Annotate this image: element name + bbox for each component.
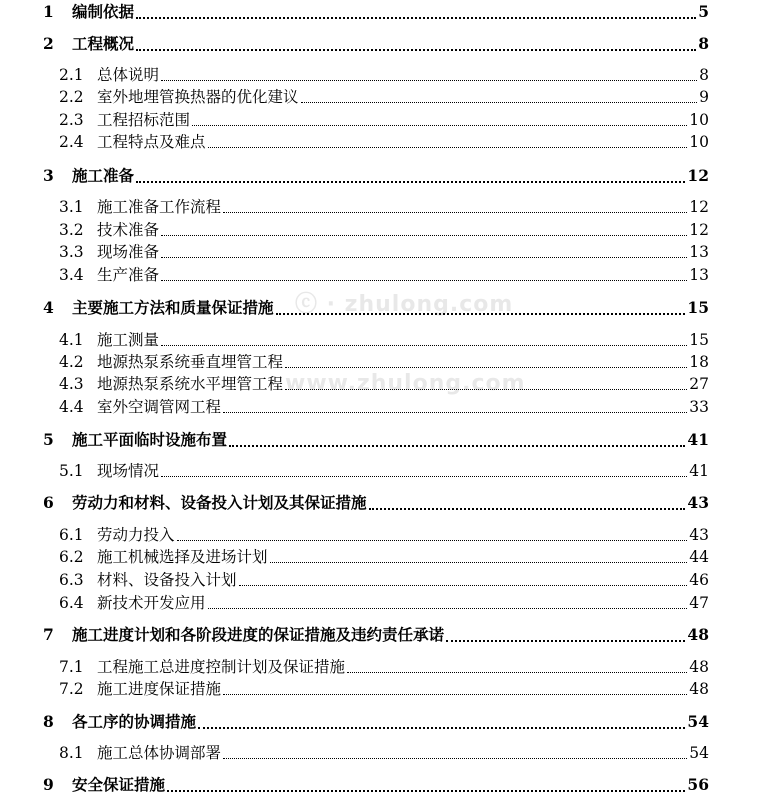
toc-title: 施工准备工作流程	[97, 198, 222, 216]
toc-page-number: 48	[687, 625, 709, 644]
toc-title: 技术准备	[97, 221, 160, 239]
toc-leader-dots	[223, 412, 687, 413]
toc-title: 工程概况	[72, 34, 135, 53]
toc-section-7-2[interactable]	[0, 679, 763, 699]
toc-chapter-6[interactable]	[0, 493, 763, 513]
toc-title: 施工测量	[97, 331, 160, 349]
toc-section-6-4[interactable]	[0, 593, 763, 613]
toc-page-number: 5	[698, 2, 709, 21]
toc-leader-dots	[223, 212, 687, 213]
toc-title: 施工进度保证措施	[97, 680, 222, 698]
toc-title: 施工平面临时设施布置	[72, 430, 228, 449]
toc-leader-dots	[285, 389, 687, 390]
toc-section-7-1[interactable]	[0, 657, 763, 677]
toc-number: 6	[43, 493, 54, 512]
toc-page-number: 43	[687, 493, 709, 512]
toc-title: 室外地埋管换热器的优化建议	[97, 88, 299, 106]
toc-section-6-3[interactable]	[0, 570, 763, 590]
toc-title: 劳动力和材料、设备投入计划及其保证措施	[72, 493, 367, 512]
toc-section-4-3[interactable]	[0, 374, 763, 394]
toc-leader-dots	[239, 585, 687, 586]
toc-section-6-1[interactable]	[0, 525, 763, 545]
toc-number: 4	[43, 298, 54, 317]
toc-page-number: 41	[689, 462, 709, 480]
toc-page-number: 12	[689, 221, 709, 239]
toc-leader-dots	[136, 49, 696, 51]
toc-title: 工程施工总进度控制计划及保证措施	[97, 658, 346, 676]
toc-chapter-1[interactable]	[0, 2, 763, 22]
toc-page-number: 12	[689, 198, 709, 216]
toc-page-number: 15	[687, 298, 709, 317]
toc-chapter-5[interactable]	[0, 430, 763, 450]
toc-number: 8.1	[59, 744, 84, 762]
toc-section-8-1[interactable]	[0, 743, 763, 763]
toc-leader-dots	[285, 367, 687, 368]
toc-section-4-1[interactable]	[0, 330, 763, 350]
toc-page-number: 27	[689, 375, 709, 393]
toc-page-number: 41	[687, 430, 709, 449]
toc-page-number: 46	[689, 571, 709, 589]
toc-title: 施工进度计划和各阶段进度的保证措施及违约责任承诺	[72, 625, 445, 644]
toc-title: 工程招标范围	[97, 111, 191, 129]
toc-chapter-7[interactable]	[0, 625, 763, 645]
toc-section-3-4[interactable]	[0, 265, 763, 285]
toc-page-number: 18	[689, 353, 709, 371]
toc-number: 2.2	[59, 88, 84, 106]
toc-leader-dots	[161, 345, 687, 346]
toc-page-number: 44	[689, 548, 709, 566]
toc-section-3-1[interactable]	[0, 197, 763, 217]
toc-section-5-1[interactable]	[0, 461, 763, 481]
toc-chapter-9[interactable]	[0, 775, 763, 795]
toc-title: 主要施工方法和质量保证措施	[72, 298, 274, 317]
toc-title: 现场准备	[97, 243, 160, 261]
toc-number: 2.4	[59, 133, 84, 151]
toc-page-number: 8	[698, 34, 709, 53]
toc-title: 劳动力投入	[97, 526, 175, 544]
toc-number: 3.4	[59, 266, 84, 284]
toc-page-number: 48	[689, 658, 709, 676]
toc-number: 7	[43, 625, 54, 644]
toc-title: 各工序的协调措施	[72, 712, 197, 731]
toc-page-number: 15	[689, 331, 709, 349]
toc-number: 4.2	[59, 353, 84, 371]
toc-number: 6.1	[59, 526, 84, 544]
toc-title: 现场情况	[97, 462, 160, 480]
toc-page-number: 48	[689, 680, 709, 698]
toc-number: 3.1	[59, 198, 84, 216]
toc-page-number: 9	[699, 88, 709, 106]
toc-page-number: 13	[689, 243, 709, 261]
toc-chapter-8[interactable]	[0, 712, 763, 732]
toc-page-number: 33	[689, 398, 709, 416]
toc-chapter-2[interactable]	[0, 34, 763, 54]
toc-chapter-3[interactable]	[0, 166, 763, 186]
toc-leader-dots	[208, 608, 687, 609]
toc-leader-dots	[446, 640, 685, 642]
toc-title: 安全保证措施	[72, 775, 166, 794]
toc-leader-dots	[136, 181, 685, 183]
toc-section-4-4[interactable]	[0, 397, 763, 417]
toc-number: 5.1	[59, 462, 84, 480]
toc-section-6-2[interactable]	[0, 547, 763, 567]
toc-section-3-2[interactable]	[0, 220, 763, 240]
toc-page-number: 12	[687, 166, 709, 185]
toc-leader-dots	[136, 17, 696, 19]
toc-section-2-3[interactable]	[0, 110, 763, 130]
toc-title: 材料、设备投入计划	[97, 571, 237, 589]
toc-title: 新技术开发应用	[97, 594, 206, 612]
toc-title: 施工准备	[72, 166, 135, 185]
toc-title: 施工总体协调部署	[97, 744, 222, 762]
toc-leader-dots	[276, 313, 685, 315]
toc-number: 9	[43, 775, 54, 794]
toc-leader-dots	[161, 80, 697, 81]
toc-page-number: 54	[689, 744, 709, 762]
toc-page-number: 47	[689, 594, 709, 612]
toc-number: 4.4	[59, 398, 84, 416]
toc-title: 工程特点及难点	[97, 133, 206, 151]
toc-leader-dots	[301, 102, 697, 103]
toc-leader-dots	[161, 280, 687, 281]
toc-number: 7.1	[59, 658, 84, 676]
toc-leader-dots	[161, 476, 687, 477]
toc-leader-dots	[161, 257, 687, 258]
toc-title: 室外空调管网工程	[97, 398, 222, 416]
toc-section-2-2[interactable]	[0, 87, 763, 107]
toc-title: 地源热泵系统水平埋管工程	[97, 375, 284, 393]
toc-number: 1	[43, 2, 54, 21]
toc-leader-dots	[223, 694, 687, 695]
toc-number: 3	[43, 166, 54, 185]
toc-section-3-3[interactable]	[0, 242, 763, 262]
toc-leader-dots	[347, 672, 687, 673]
toc-leader-dots	[161, 235, 687, 236]
toc-page-number: 13	[689, 266, 709, 284]
toc-section-4-2[interactable]	[0, 352, 763, 372]
toc-number: 7.2	[59, 680, 84, 698]
toc-number: 5	[43, 430, 54, 449]
toc-section-2-1[interactable]	[0, 65, 763, 85]
toc-page-number: 10	[689, 111, 709, 129]
toc-page-number: 56	[687, 775, 709, 794]
toc-page-number: 43	[689, 526, 709, 544]
toc-number: 6.4	[59, 594, 84, 612]
toc-title: 施工机械选择及进场计划	[97, 548, 268, 566]
toc-leader-dots	[369, 508, 685, 510]
toc-number: 4.3	[59, 375, 84, 393]
toc-number: 2.3	[59, 111, 84, 129]
toc-leader-dots	[167, 790, 685, 792]
toc-section-2-4[interactable]	[0, 132, 763, 152]
toc-leader-dots	[208, 147, 687, 148]
toc-number: 3.2	[59, 221, 84, 239]
toc-title: 地源热泵系统垂直埋管工程	[97, 353, 284, 371]
toc-number: 2	[43, 34, 54, 53]
toc-page-number: 54	[687, 712, 709, 731]
toc-leader-dots	[229, 445, 685, 447]
toc-leader-dots	[270, 562, 687, 563]
toc-number: 3.3	[59, 243, 84, 261]
watermark: ⓒ · zhulong.com www.zhulong.com	[285, 292, 526, 396]
toc-number: 6.2	[59, 548, 84, 566]
toc-page-number: 8	[699, 66, 709, 84]
toc-leader-dots	[198, 727, 685, 729]
toc-number: 4.1	[59, 331, 84, 349]
toc-leader-dots	[223, 758, 687, 759]
toc-number: 6.3	[59, 571, 84, 589]
toc-number: 2.1	[59, 66, 84, 84]
toc-number: 8	[43, 712, 54, 731]
toc-chapter-4[interactable]	[0, 298, 763, 318]
toc-leader-dots	[177, 540, 687, 541]
toc-title: 编制依据	[72, 2, 135, 21]
toc-title: 生产准备	[97, 266, 160, 284]
toc-leader-dots	[192, 125, 687, 126]
toc-page-number: 10	[689, 133, 709, 151]
toc-title: 总体说明	[97, 66, 160, 84]
